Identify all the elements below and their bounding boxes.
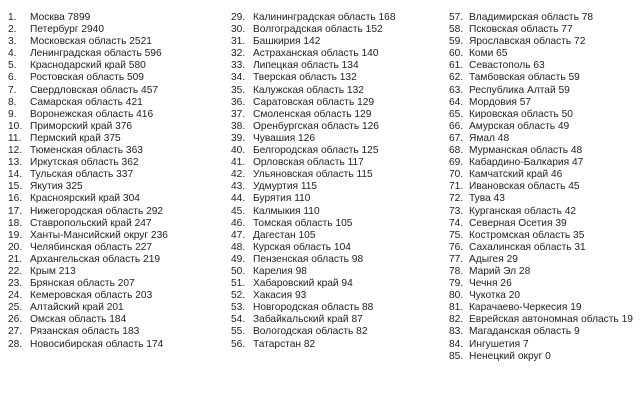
list-item: [231, 181, 396, 193]
list-column-1: [8, 12, 168, 351]
list-item-number: 64.: [449, 96, 464, 108]
list-item-number: 37.: [231, 108, 246, 120]
list-item-text: Хакасия 93: [253, 290, 307, 302]
list-item-number: 71.: [449, 181, 464, 193]
list-item: [231, 157, 396, 169]
list-item: [8, 72, 168, 84]
list-item-number: 24.: [8, 290, 23, 302]
list-item-text: Калмыкия 110: [253, 205, 320, 217]
list-item: [8, 97, 168, 109]
list-item: [449, 326, 633, 338]
list-item-number: 3.: [8, 36, 17, 48]
list-item-number: 73.: [449, 205, 464, 217]
list-item: [8, 339, 168, 351]
list-item: [231, 278, 396, 290]
list-item-number: 43.: [231, 181, 246, 193]
list-item-text: Белгородская область 125: [253, 145, 379, 157]
list-item-number: 51.: [231, 278, 246, 290]
list-item: [8, 254, 168, 266]
list-item-number: 18.: [8, 217, 23, 229]
list-item-number: 14.: [8, 169, 23, 181]
list-item: [231, 218, 396, 230]
list-item: [8, 109, 168, 121]
list-item-text: Бурятия 110: [253, 193, 311, 205]
list-item-text: Омская область 184: [30, 314, 127, 326]
list-item: [231, 60, 396, 72]
list-item: [231, 254, 396, 266]
list-item-text: Тульская область 337: [30, 169, 134, 181]
list-item: [8, 60, 168, 72]
list-item-text: Свердловская область 457: [30, 84, 159, 96]
list-item-text: Карачаево-Черкесия 19: [469, 302, 582, 314]
list-item: [231, 133, 396, 145]
list-item-text: Ханты-Мансийский округ 236: [30, 229, 168, 241]
list-item: [449, 133, 633, 145]
list-item-number: 40.: [231, 145, 246, 157]
list-item-number: 72.: [449, 193, 464, 205]
list-item-number: 12.: [8, 145, 23, 157]
list-item-text: Мордовия 57: [469, 96, 532, 108]
list-item: [231, 206, 396, 218]
list-item: [8, 85, 168, 97]
list-item-number: 21.: [8, 253, 23, 265]
list-item-text: Пензенская область 98: [253, 253, 364, 265]
list-item-number: 76.: [449, 241, 464, 253]
list-item-number: 38.: [231, 120, 246, 132]
list-item: [8, 181, 168, 193]
list-item: [231, 230, 396, 242]
list-item-text: Севастополь 63: [469, 60, 545, 72]
list-item-text: Марий Эл 28: [469, 265, 531, 277]
list-item: [449, 230, 633, 242]
list-item: [231, 266, 396, 278]
list-item: [231, 314, 396, 326]
list-item-text: Ямал 48: [469, 132, 510, 144]
list-item-text: Новгородская область 88: [253, 302, 374, 314]
list-item: [449, 218, 633, 230]
list-item-number: 19.: [8, 229, 23, 241]
list-item-text: Петербург 2940: [30, 24, 104, 36]
list-item-number: 77.: [449, 253, 464, 265]
list-item-number: 39.: [231, 132, 246, 144]
list-item-number: 41.: [231, 157, 246, 169]
list-item: [449, 60, 633, 72]
list-item-number: 31.: [231, 36, 246, 48]
list-item-number: 65.: [449, 108, 464, 120]
list-item-text: Мурманская область 48: [469, 145, 583, 157]
list-item-number: 15.: [8, 181, 23, 193]
list-item-number: 52.: [231, 290, 246, 302]
list-item-text: Калининградская область 168: [253, 12, 396, 23]
list-item-text: Коми 65: [469, 48, 508, 60]
list-item-text: Томская область 105: [253, 217, 353, 229]
list-item-number: 10.: [8, 120, 23, 132]
list-item-text: Чувашия 126: [253, 132, 316, 144]
list-item: [449, 36, 633, 48]
list-item-number: 56.: [231, 338, 246, 350]
list-item-text: Тюменская область 363: [30, 145, 143, 157]
list-item-number: 34.: [231, 72, 246, 84]
list-item-number: 30.: [231, 24, 246, 36]
list-item-text: Московская область 2521: [30, 36, 152, 48]
list-item-text: Тува 43: [469, 193, 505, 205]
list-item-number: 42.: [231, 169, 246, 181]
list-item-number: 28.: [8, 338, 23, 350]
list-item-number: 57.: [449, 12, 464, 23]
list-item-number: 69.: [449, 157, 464, 169]
list-item: [231, 326, 396, 338]
list-item-text: Адыгея 29: [469, 253, 518, 265]
list-item-text: Приморский край 376: [30, 120, 133, 132]
list-item: [231, 169, 396, 181]
list-item-text: Курганская область 42: [469, 205, 577, 217]
list-item: [449, 157, 633, 169]
list-item-number: 32.: [231, 48, 246, 60]
list-item-text: Псковская область 77: [469, 24, 573, 36]
list-item-number: 9.: [8, 108, 17, 120]
list-item: [449, 109, 633, 121]
list-item-text: Курская область 104: [253, 241, 351, 253]
list-item: [231, 36, 396, 48]
list-item: [449, 302, 633, 314]
list-item-number: 61.: [449, 60, 464, 72]
list-item: [449, 181, 633, 193]
list-item: [8, 302, 168, 314]
list-item-number: 68.: [449, 145, 464, 157]
list-item: [449, 351, 633, 363]
list-item-text: Северная Осетия 39: [469, 217, 567, 229]
list-item: [8, 218, 168, 230]
list-item-number: 13.: [8, 157, 23, 169]
list-column-2: [231, 12, 396, 351]
list-item-number: 79.: [449, 278, 464, 290]
list-item-text: Оренбургская область 126: [253, 120, 379, 132]
list-item-number: 74.: [449, 217, 464, 229]
list-item: [449, 314, 633, 326]
list-item-text: Челябинская область 227: [30, 241, 153, 253]
list-item-text: Кабардино-Балкария 47: [469, 157, 584, 169]
list-item-text: Сахалинская область 31: [469, 241, 586, 253]
list-item-text: Ульяновская область 115: [253, 169, 373, 181]
list-item: [231, 121, 396, 133]
list-item-text: Ненецкий округ 0: [469, 350, 551, 362]
list-item-number: 22.: [8, 265, 23, 277]
list-item: [449, 97, 633, 109]
list-item-text: Чукотка 20: [469, 290, 521, 302]
list-item-number: 53.: [231, 302, 246, 314]
list-item-text: Ростовская область 509: [30, 72, 144, 84]
list-item: [231, 24, 396, 36]
list-item-text: Кировская область 50: [469, 108, 573, 120]
list-item-number: 6.: [8, 72, 17, 84]
list-column-3: [449, 12, 633, 363]
list-item-number: 44.: [231, 193, 246, 205]
list-item: [8, 266, 168, 278]
list-item: [449, 85, 633, 97]
list-item-number: 66.: [449, 120, 464, 132]
list-item: [8, 121, 168, 133]
list-item-text: Алтайский край 201: [30, 302, 124, 314]
list-item-number: 1.: [8, 12, 17, 23]
list-item: [449, 169, 633, 181]
list-item-number: 4.: [8, 48, 17, 60]
list-item-number: 62.: [449, 72, 464, 84]
list-item-number: 78.: [449, 265, 464, 277]
list-item: [8, 193, 168, 205]
list-item-number: 85.: [449, 350, 464, 362]
list-item: [8, 12, 168, 24]
list-item-number: 46.: [231, 217, 246, 229]
list-item-text: Карелия 98: [253, 265, 307, 277]
list-item-text: Татарстан 82: [253, 338, 316, 350]
list-item-text: Тверская область 132: [253, 72, 357, 84]
list-item-text: Архангельская область 219: [30, 253, 161, 265]
list-item: [8, 169, 168, 181]
list-item-text: Крым 213: [30, 265, 76, 277]
list-item-text: Ярославская область 72: [469, 36, 586, 48]
list-item: [449, 121, 633, 133]
list-item-number: 67.: [449, 132, 464, 144]
list-item-number: 23.: [8, 278, 23, 290]
list-item-text: Липецкая область 134: [253, 60, 359, 72]
list-item: [231, 109, 396, 121]
list-item-text: Республика Алтай 59: [469, 84, 570, 96]
list-item-text: Еврейская автономная область 19: [469, 314, 633, 326]
list-item: [8, 326, 168, 338]
list-item: [449, 339, 633, 351]
list-item-text: Владимирская область 78: [469, 12, 594, 23]
list-item: [449, 290, 633, 302]
list-item-number: 29.: [231, 12, 246, 23]
list-item-text: Новосибирская область 174: [30, 338, 164, 350]
list-item-text: Воронежская область 416: [30, 108, 154, 120]
list-item: [8, 314, 168, 326]
list-item: [449, 24, 633, 36]
list-item: [8, 278, 168, 290]
list-item: [231, 339, 396, 351]
list-item-number: 81.: [449, 302, 464, 314]
list-item: [449, 278, 633, 290]
list-item-text: Ингушетия 7: [469, 338, 529, 350]
list-item-number: 20.: [8, 241, 23, 253]
list-item-number: 55.: [231, 326, 246, 338]
list-item: [8, 145, 168, 157]
list-item-text: Чечня 26: [469, 278, 512, 290]
list-item: [8, 133, 168, 145]
list-item-text: Волгоградская область 152: [253, 24, 383, 36]
list-item-text: Башкирия 142: [253, 36, 321, 48]
list-item-number: 54.: [231, 314, 246, 326]
list-item: [449, 266, 633, 278]
list-item-text: Саратовская область 129: [253, 96, 375, 108]
list-item-text: Якутия 325: [30, 181, 83, 193]
list-item-number: 25.: [8, 302, 23, 314]
list-item: [8, 230, 168, 242]
list-item: [8, 242, 168, 254]
list-item-number: 5.: [8, 60, 17, 72]
list-item-number: 75.: [449, 229, 464, 241]
list-item: [231, 290, 396, 302]
list-item-text: Камчатский край 46: [469, 169, 563, 181]
list-item: [8, 48, 168, 60]
list-item: [449, 206, 633, 218]
list-item-number: 17.: [8, 205, 23, 217]
list-item: [449, 254, 633, 266]
list-item-text: Астраханская область 140: [253, 48, 379, 60]
list-item-number: 8.: [8, 96, 17, 108]
list-item-number: 2.: [8, 24, 17, 36]
list-item: [449, 48, 633, 60]
list-item: [231, 145, 396, 157]
list-item-text: Хабаровский край 94: [253, 278, 353, 290]
list-item-text: Пермский край 375: [30, 132, 121, 144]
list-item: [231, 48, 396, 60]
list-item-text: Амурская область 49: [469, 120, 570, 132]
list-item-number: 26.: [8, 314, 23, 326]
list-item-number: 36.: [231, 96, 246, 108]
list-item-number: 35.: [231, 84, 246, 96]
list-item-number: 83.: [449, 326, 464, 338]
list-item-text: Орловская область 117: [253, 157, 364, 169]
list-item-number: 45.: [231, 205, 246, 217]
list-item-text: Красноярский край 304: [30, 193, 140, 205]
list-item: [449, 12, 633, 24]
list-item-text: Ивановская область 45: [469, 181, 580, 193]
list-item-text: Иркутская область 362: [30, 157, 139, 169]
list-item: [231, 72, 396, 84]
list-item-text: Смоленская область 129: [253, 108, 372, 120]
list-item-number: 27.: [8, 326, 23, 338]
list-item: [231, 193, 396, 205]
list-item: [231, 85, 396, 97]
list-item-number: 82.: [449, 314, 464, 326]
list-item-number: 7.: [8, 84, 17, 96]
list-item-text: Москва 7899: [30, 12, 91, 23]
list-item: [231, 302, 396, 314]
list-item: [8, 157, 168, 169]
list-item-text: Ставропольский край 247: [30, 217, 152, 229]
list-item: [8, 290, 168, 302]
list-item-number: 60.: [449, 48, 464, 60]
list-item-number: 49.: [231, 253, 246, 265]
list-item-text: Ленинградская область 596: [30, 48, 162, 60]
list-item-number: 84.: [449, 338, 464, 350]
list-item-text: Рязанская область 183: [30, 326, 140, 338]
list-item: [231, 97, 396, 109]
list-item-number: 11.: [8, 132, 22, 144]
list-item: [449, 193, 633, 205]
list-item: [449, 242, 633, 254]
list-item: [8, 24, 168, 36]
list-item: [449, 72, 633, 84]
list-item-text: Магаданская область 9: [469, 326, 580, 338]
list-item-number: 47.: [231, 229, 246, 241]
list-item-text: Брянская область 207: [30, 278, 135, 290]
list-item: [231, 242, 396, 254]
list-item-text: Вологодская область 82: [253, 326, 368, 338]
list-item-text: Нижегородская область 292: [30, 205, 164, 217]
list-item-text: Краснодарский край 580: [30, 60, 146, 72]
list-item-number: 33.: [231, 60, 246, 72]
list-item-number: 63.: [449, 84, 464, 96]
list-item-text: Костромская область 35: [469, 229, 585, 241]
list-item-number: 58.: [449, 24, 464, 36]
list-item: [8, 206, 168, 218]
list-item-text: Самарская область 421: [30, 96, 143, 108]
list-item-number: 16.: [8, 193, 23, 205]
list-item-number: 80.: [449, 290, 464, 302]
list-item-text: Дагестан 105: [253, 229, 316, 241]
list-item-number: 59.: [449, 36, 464, 48]
list-item: [449, 145, 633, 157]
list-item-text: Калужская область 132: [253, 84, 364, 96]
list-item-number: 48.: [231, 241, 246, 253]
list-item-text: Кемеровская область 203: [30, 290, 153, 302]
list-item-number: 50.: [231, 265, 246, 277]
list-item-text: Забайкальский край 87: [253, 314, 363, 326]
list-item: [231, 12, 396, 24]
list-item: [8, 36, 168, 48]
list-item-text: Тамбовская область 59: [469, 72, 580, 84]
list-item-number: 70.: [449, 169, 464, 181]
list-item-text: Удмуртия 115: [253, 181, 318, 193]
